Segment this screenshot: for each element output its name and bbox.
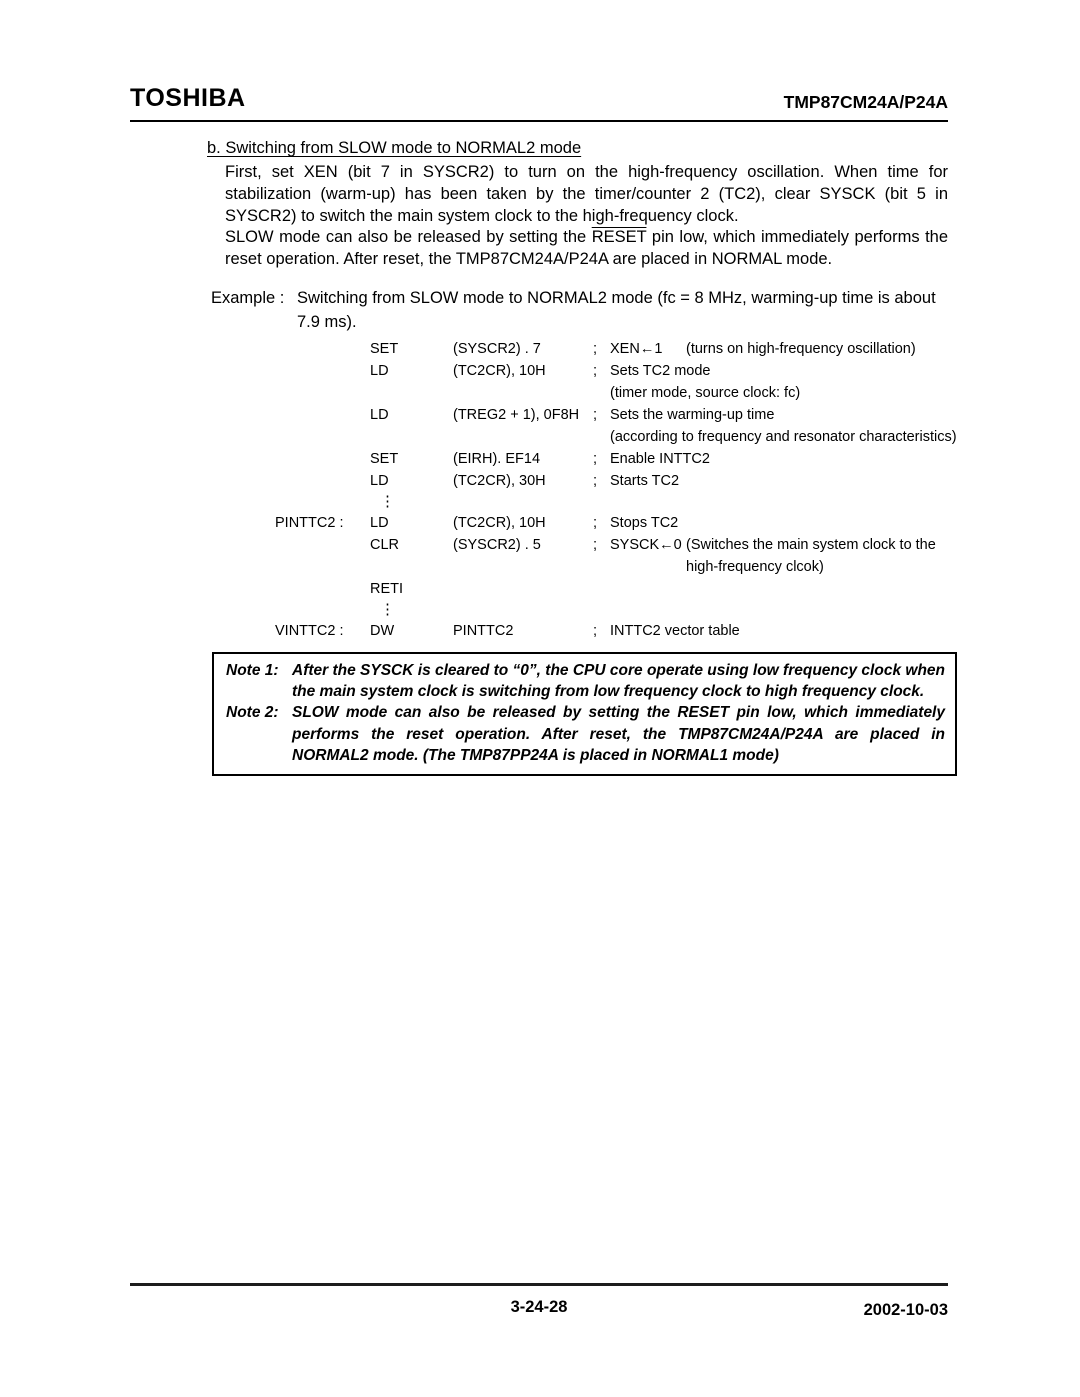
example-text — [297, 286, 936, 334]
paragraph-1: First, set XEN (bit 7 in SYSCR2) to turn on the high-frequency oscillation. When time for stabilization (warm-up) has been taken by the timer/counter 2 (TC2), clear SYSCK (bit 5 in SYSCR2) to switch the main system clock to the high-frequency clock. — [225, 163, 948, 225]
code-row — [275, 426, 957, 448]
code-semicolon: ; — [593, 406, 598, 423]
code-semicolon: ; — [593, 472, 598, 489]
code-operand: (EIRH). EF14 — [453, 450, 541, 467]
code-label: PINTTC2 : — [275, 514, 344, 531]
note-1-text: After the SYSCK is cleared to “0”, the CPU core operate using low frequency clock when the main system clock is switching from low frequency clock to high frequency clock. — [292, 661, 945, 701]
note-2 — [226, 702, 945, 766]
example-block — [211, 286, 948, 334]
code-comment: XEN←1 — [610, 340, 663, 357]
page-header — [130, 84, 948, 122]
code-semicolon — [593, 382, 610, 404]
code-mnemonic: LD — [370, 514, 389, 531]
code-comment: Enable INTTC2 — [610, 450, 710, 467]
code-mnemonic: LD — [370, 472, 389, 489]
reset-pin-overline-text: RESET — [591, 228, 647, 247]
code-comment-2: high-frequency clcok) — [686, 558, 824, 575]
code-mnemonic: RETI — [370, 580, 404, 597]
note-2-text: SLOW mode can also be released by setting the RESET pin low, which immediately performs the reset operation. After reset, the TMP87CM24A/P24A are placed in NORMAL2 mode. (The TMP87PP24A is placed in NORMAL1 mode) — [292, 704, 945, 764]
code-comment: (timer mode, source clock: fc) — [610, 384, 801, 401]
code-operand: PINTTC2 — [453, 622, 514, 639]
code-operand — [453, 382, 593, 404]
section-heading: b. Switching from SLOW mode to NORMAL2 mode — [207, 139, 582, 157]
code-label — [275, 448, 370, 470]
code-operand: (SYSCR2) . 5 — [453, 536, 541, 553]
assembly-code-listing — [275, 338, 957, 642]
code-label — [275, 360, 370, 382]
code-mnemonic: CLR — [370, 536, 400, 553]
code-comment-2: (turns on high-frequency oscillation) — [686, 340, 916, 357]
code-label — [275, 426, 370, 448]
code-comment: INTTC2 vector table — [610, 622, 740, 639]
paragraph-2 — [225, 227, 948, 271]
code-mnemonic: LD — [370, 362, 389, 379]
code-label — [275, 534, 370, 556]
code-operand: (TC2CR), 30H — [453, 472, 546, 489]
code-operand — [453, 556, 593, 578]
code-row — [275, 382, 948, 404]
code-semicolon: ; — [593, 622, 598, 639]
code-row — [275, 404, 948, 426]
part-number: TMP87CM24A/P24A — [783, 92, 948, 112]
code-label — [275, 600, 370, 620]
code-semicolon: ; — [593, 362, 598, 379]
code-label — [275, 492, 370, 512]
example-line-1: Switching from SLOW mode to NORMAL2 mode (fc = 8 MHz, warming-up time is about — [297, 288, 936, 307]
code-comment: Starts TC2 — [610, 472, 680, 489]
code-label — [275, 338, 370, 360]
code-comment-2: (Switches the main system clock to the — [686, 536, 936, 553]
code-label — [275, 382, 370, 404]
code-comment — [610, 556, 686, 578]
code-comment: Sets TC2 mode — [610, 362, 711, 379]
code-mnemonic: DW — [370, 622, 395, 639]
code-semicolon: ; — [593, 340, 598, 357]
code-label — [275, 556, 370, 578]
code-mnemonic — [370, 426, 453, 448]
code-label — [275, 404, 370, 426]
code-comment: Sets the warming-up time — [610, 406, 775, 423]
toshiba-logo-text: TOSHIBA — [130, 84, 246, 112]
code-row — [275, 512, 948, 534]
code-operand: (SYSCR2) . 7 — [453, 340, 541, 357]
code-comment: Stops TC2 — [610, 514, 679, 531]
code-comment: SYSCK←0 — [610, 536, 682, 553]
code-operand — [453, 426, 593, 448]
example-label: Example : — [211, 288, 285, 307]
code-label: VINTTC2 : — [275, 622, 344, 639]
code-row — [275, 338, 948, 360]
code-semicolon: ; — [593, 450, 598, 467]
code-label — [275, 470, 370, 492]
page-body — [130, 139, 957, 776]
code-row — [275, 578, 948, 600]
paragraph-2-text: SLOW mode can also be released by setting the — [225, 228, 592, 247]
note-1-label: Note 1: — [226, 661, 279, 679]
code-mnemonic — [370, 556, 453, 578]
code-mnemonic: SET — [370, 340, 399, 357]
vertical-ellipsis: ⋮ — [380, 600, 395, 618]
paragraph-2-text-cont: pin low, which immediately performs the reset operation. After reset, the TMP87CM24A/P24A are placed in NORMAL mode. — [225, 228, 949, 269]
code-row — [275, 620, 948, 642]
code-row — [275, 556, 948, 578]
code-mnemonic: LD — [370, 406, 389, 423]
code-row-ellipsis — [275, 600, 948, 620]
code-operand: (TREG2 + 1), 0F8H — [453, 406, 580, 423]
code-row — [275, 448, 948, 470]
example-line-2: 7.9 ms). — [297, 312, 357, 331]
page-number: 3-24-28 — [510, 1298, 568, 1316]
code-mnemonic: SET — [370, 450, 399, 467]
code-semicolon — [593, 556, 610, 578]
revision-date: 2002-10-03 — [863, 1301, 948, 1319]
code-semicolon: ; — [593, 536, 598, 553]
code-semicolon: ; — [593, 514, 598, 531]
note-2-label: Note 2: — [226, 704, 279, 722]
code-semicolon — [593, 426, 610, 448]
code-comment: (according to frequency and resonator characteristics) — [610, 428, 957, 445]
code-operand: (TC2CR), 10H — [453, 514, 546, 531]
code-operand: (TC2CR), 10H — [453, 362, 546, 379]
note-box — [212, 652, 957, 776]
code-row — [275, 360, 948, 382]
code-mnemonic — [370, 382, 453, 404]
note-1 — [226, 660, 945, 702]
code-row-ellipsis — [275, 492, 948, 512]
page-footer — [130, 1283, 948, 1317]
code-label — [275, 578, 370, 600]
vertical-ellipsis: ⋮ — [380, 492, 395, 510]
code-row — [275, 470, 948, 492]
code-row — [275, 534, 948, 556]
